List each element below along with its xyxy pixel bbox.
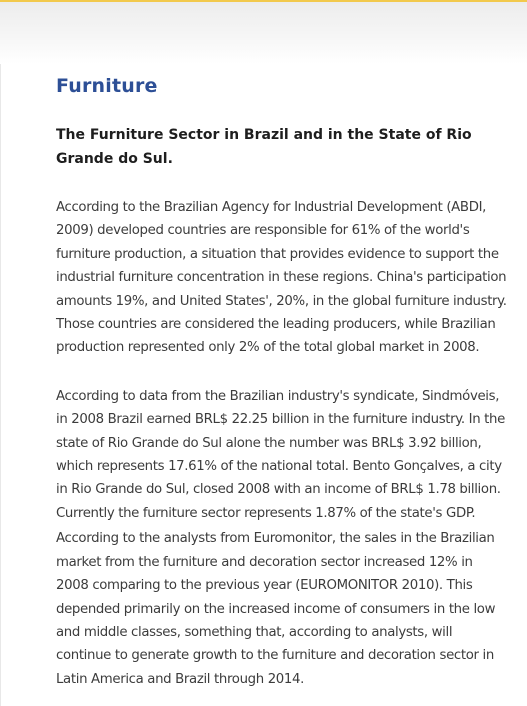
article-content [56,73,508,691]
article-heading: The Furniture Sector in Brazil and in the State of Rio Grande do Sul. [56,127,472,167]
section-title: Furniture [56,75,158,97]
left-border [0,64,1,706]
header-band [0,2,527,64]
paragraph-brazil-earnings: According to data from the Brazilian industry's syndicate, Sindmóveis, in 2008 Brazil earned BRL$ 22.25 billion in the furniture industry. In the state of Rio Grande do Sul alone the number was BRL$ 3.92 billion, which represents 17.61% of the national total. Bento Gonçalves, a city in Rio Grande do Sul, closed 2008 with an income of BRL$ 1.78 billion. Currently the furniture sector represents 1.87% of the state's GDP. [56,388,505,521]
paragraph-euromonitor-sales: According to the analysts from Euromonitor, the sales in the Brazilian market from the furniture and decoration sector increased 12% in 2008 comparing to the previous year (EUROMONITOR 2010). This depended primarily on the increased income of consumers in the low and middle classes, something that, according to analysts, will continue to generate growth to the furniture and decoration sector in Latin America and Brazil through 2014. [56,531,496,687]
paragraph-global-production: According to the Brazilian Agency for Industrial Development (ABDI, 2009) developed countries are responsible for 61% of the world's furniture production, a situation that provides evidence to support the industrial furniture concentration in these regions. China's participation amounts 19%, and United States', 20%, in the global furniture industry. Those countries are considered the leading producers, while Brazilian production represented only 2% of the total global market in 2008. [56,200,507,356]
